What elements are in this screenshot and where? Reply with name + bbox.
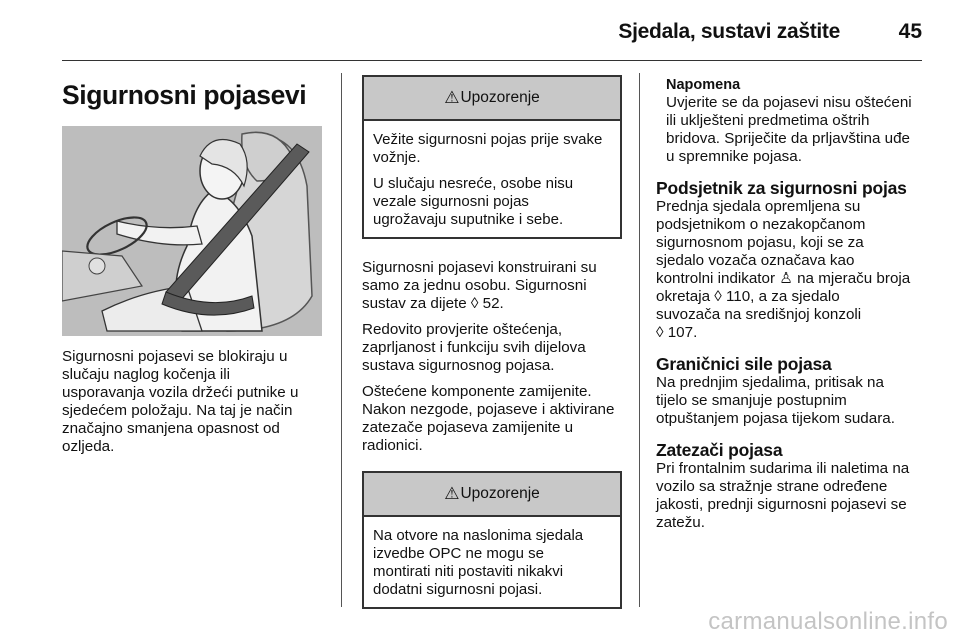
- column-divider-1: [341, 73, 342, 607]
- warning-1-text-1: Vežite sigurnosni pojas prije svake vožnje.: [373, 131, 603, 166]
- note-text: Uvjerite se da pojasevi nisu oštećeni ili uklješteni predmetima oštrih bridova. Spriječite da prljavština uđe u spremnike pojasa.: [666, 94, 912, 165]
- note-block: [656, 76, 926, 166]
- note-title: Napomena: [666, 77, 741, 93]
- column-2: [362, 75, 622, 623]
- force-limiters-text: Na prednjim sjedalima, pritisak na tijelo se smanjuje postupnim otpuštanjem pojasa tijekom sudara.: [656, 374, 895, 427]
- col2-paragraph-2: Redovito provjerite oštećenja, zaprljanost i funkciju svih dijelova sustava sigurnosnog pojasa.: [362, 321, 586, 374]
- col2-paragraph-1: Sigurnosni pojasevi konstruirani su samo za jednu osobu. Sigurnosni sustav za dijete ◊ 52.: [362, 259, 597, 312]
- heading-belt-tensioners: Zatezači pojasa: [656, 440, 783, 460]
- seatbelt-illustration: [62, 126, 322, 336]
- warning-box-1-title: Upozorenje: [460, 89, 540, 106]
- warning-box-1-header: [364, 77, 620, 121]
- belt-tensioners-text: Pri frontalnim sudarima ili naletima na vozilo sa stražnje strane određene jakosti, prednji sigurnosni pojasevi se zatežu.: [656, 460, 910, 531]
- page-number: 45: [898, 20, 922, 43]
- warning-box-2-title: Upozorenje: [460, 485, 540, 502]
- warning-box-1-body: [364, 121, 620, 237]
- page-header: [62, 14, 922, 54]
- warning-box-2: [362, 471, 622, 609]
- col2-paragraph-3: Oštećene komponente zamijenite. Nakon nezgode, pojaseve i aktivirane zatezače pojaseva zamijenite u radionici.: [362, 383, 615, 454]
- seatbelt-illustration-svg: [62, 126, 322, 336]
- watermark: carmanualsonline.info: [708, 608, 948, 635]
- header-rule: [62, 60, 922, 61]
- warning-icon: ⚠: [444, 484, 460, 503]
- section-heading: Sigurnosni pojasevi: [62, 80, 307, 110]
- warning-box-2-body: [364, 517, 620, 607]
- column-divider-2: [639, 73, 640, 607]
- col1-paragraph: Sigurnosni pojasevi se blokiraju u slučaju naglog kočenja ili usporavanja vozila držeći putnike u sjedećem položaju. Na taj je način značajno smanjena opasnost od ozljeda.: [62, 348, 299, 455]
- column-1-text: [62, 348, 327, 464]
- warning-icon: ⚠: [444, 88, 460, 107]
- heading-force-limiters: Graničnici sile pojasa: [656, 354, 832, 374]
- column-3: [656, 76, 926, 540]
- warning-2-text-1: Na otvore na naslonima sjedala izvedbe OPC ne mogu se montirati niti postaviti nikakvi dodatni sigurnosni pojasi.: [373, 527, 584, 598]
- belt-reminder-text: Prednja sjedala opremljena su podsjetnikom o nezakopčanom sigurnosnom pojasu, koji se za sjedalo vozača označava kao kontrolni indikator ♙ na mjeraču broja okretaja ◊ 110, a za sjedalo suvozača na središnjoj konzoli ◊ 107.: [656, 198, 911, 341]
- warning-1-text-2: U slučaju nesreće, osobe nisu vezale sigurnosni pojas ugrožavaju suputnike i sebe.: [373, 175, 574, 228]
- heading-belt-reminder: Podsjetnik za sigurnosni pojas: [656, 178, 907, 198]
- warning-box-2-header: [364, 473, 620, 517]
- header-title: Sjedala, sustavi zaštite: [618, 20, 840, 43]
- warning-box-1: [362, 75, 622, 239]
